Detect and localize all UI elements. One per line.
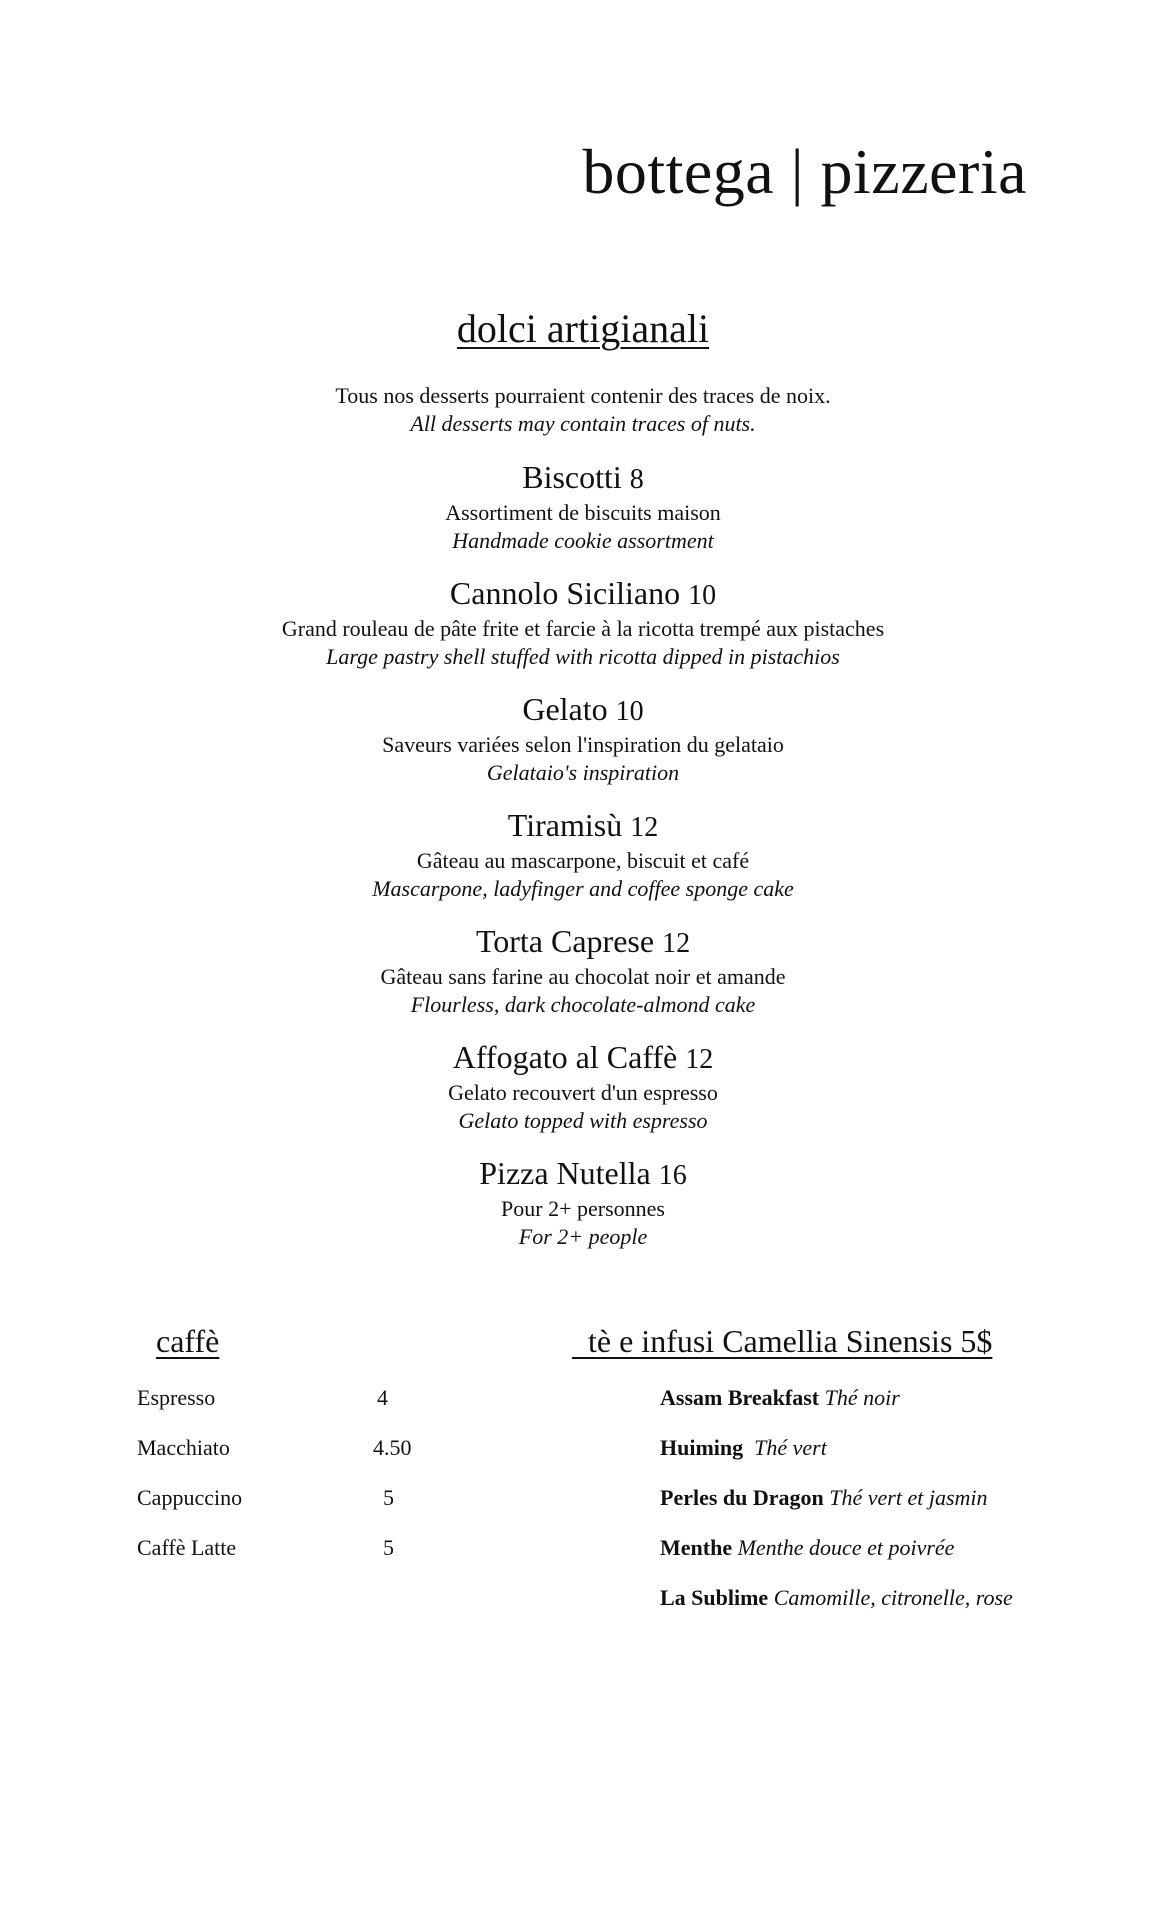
dessert-price: 16 <box>658 1160 687 1191</box>
tea-list <box>660 1384 1080 1634</box>
dessert-description-en: Gelataio's inspiration <box>486 760 680 785</box>
dessert-name-line <box>0 1038 1166 1079</box>
tea-description: Thé vert <box>754 1435 827 1460</box>
dessert-description-fr: Saveurs variées selon l'inspiration du gelataio <box>382 732 784 757</box>
caffe-price: 4 <box>377 1385 388 1410</box>
dessert-name: Tiramisù <box>507 807 623 843</box>
caffe-item <box>137 1384 457 1434</box>
dessert-price: 12 <box>685 1044 714 1075</box>
tea-name: Perles du Dragon <box>660 1485 824 1510</box>
dessert-item <box>0 806 1166 922</box>
caffe-name: Cappuccino <box>137 1485 243 1510</box>
dessert-name: Affogato al Caffè <box>452 1039 678 1075</box>
tea-item <box>660 1484 1080 1534</box>
dessert-description-fr: Grand rouleau de pâte frite et farcie à la ricotta trempé aux pistaches <box>281 616 885 641</box>
dessert-description-en: Mascarpone, ladyfinger and coffee sponge cake <box>372 876 794 901</box>
allergy-note-fr: Tous nos desserts pourraient contenir des traces de noix. <box>335 383 831 408</box>
caffe-price: 5 <box>383 1535 394 1560</box>
dessert-price: 12 <box>662 928 691 959</box>
dessert-item <box>0 922 1166 1038</box>
tea-description: Menthe douce et poivrée <box>737 1535 955 1560</box>
dessert-name-line <box>0 922 1166 963</box>
dessert-item <box>0 1038 1166 1154</box>
allergy-note <box>0 382 1166 438</box>
dessert-description-en: Gelato topped with espresso <box>458 1108 708 1133</box>
caffe-name: Macchiato <box>137 1435 230 1460</box>
dessert-list <box>0 458 1166 1270</box>
tea-description: Camomille, citronelle, rose <box>773 1585 1013 1610</box>
dessert-price: 10 <box>688 580 717 611</box>
caffe-item <box>137 1484 457 1534</box>
dessert-description-en: Large pastry shell stuffed with ricotta dipped in pistachios <box>326 644 840 669</box>
dessert-name-line <box>0 690 1166 731</box>
tea-section-title: tè e infusi Camellia Sinensis 5$ <box>572 1323 993 1359</box>
dessert-description-fr: Pour 2+ personnes <box>501 1196 665 1221</box>
dessert-price: 12 <box>630 812 659 843</box>
tea-description: Thé vert et jasmin <box>829 1485 988 1510</box>
dolci-section-title: dolci artigianali <box>456 306 710 351</box>
dessert-item <box>0 574 1166 690</box>
dessert-price: 10 <box>615 696 644 727</box>
dessert-item <box>0 1154 1166 1270</box>
dessert-description-en: For 2+ people <box>518 1224 648 1249</box>
allergy-note-en: All desserts may contain traces of nuts. <box>410 411 756 436</box>
dessert-name: Gelato <box>522 691 608 727</box>
dessert-description-fr: Gâteau sans farine au chocolat noir et amande <box>380 964 786 989</box>
dessert-name-line <box>0 458 1166 499</box>
dessert-description-en: Flourless, dark chocolate-almond cake <box>410 992 756 1017</box>
tea-name: Menthe <box>660 1535 733 1560</box>
dessert-name-line <box>0 1154 1166 1195</box>
caffe-list <box>137 1384 457 1584</box>
caffe-item <box>137 1434 457 1484</box>
dessert-description-fr: Assortiment de biscuits maison <box>445 500 721 525</box>
tea-item <box>660 1384 1080 1434</box>
tea-name: Assam Breakfast <box>660 1385 820 1410</box>
caffe-name: Espresso <box>137 1385 216 1410</box>
dessert-description-fr: Gâteau au mascarpone, biscuit et café <box>416 848 750 873</box>
tea-name: La Sublime <box>660 1585 769 1610</box>
caffe-name: Caffè Latte <box>137 1535 237 1560</box>
dessert-name: Biscotti <box>522 459 622 495</box>
dessert-name-line <box>0 574 1166 615</box>
caffe-price: 4.50 <box>373 1435 412 1460</box>
dessert-item <box>0 458 1166 574</box>
tea-description: Thé noir <box>824 1385 900 1410</box>
dessert-price: 8 <box>629 464 644 495</box>
tea-item <box>660 1534 1080 1584</box>
tea-item <box>660 1434 1080 1484</box>
dessert-description-fr: Gelato recouvert d'un espresso <box>448 1080 718 1105</box>
dessert-name: Pizza Nutella <box>479 1155 651 1191</box>
caffe-price: 5 <box>383 1485 394 1510</box>
caffe-section-title: caffè <box>156 1323 220 1359</box>
dessert-name-line <box>0 806 1166 847</box>
caffe-item <box>137 1534 457 1584</box>
tea-item <box>660 1584 1080 1634</box>
dessert-name: Cannolo Siciliano <box>449 575 681 611</box>
dessert-description-en: Handmade cookie assortment <box>452 528 714 553</box>
dessert-name: Torta Caprese <box>475 923 655 959</box>
dessert-item <box>0 690 1166 806</box>
tea-name: Huiming <box>660 1435 744 1460</box>
restaurant-name: bottega | pizzeria <box>582 136 1027 207</box>
